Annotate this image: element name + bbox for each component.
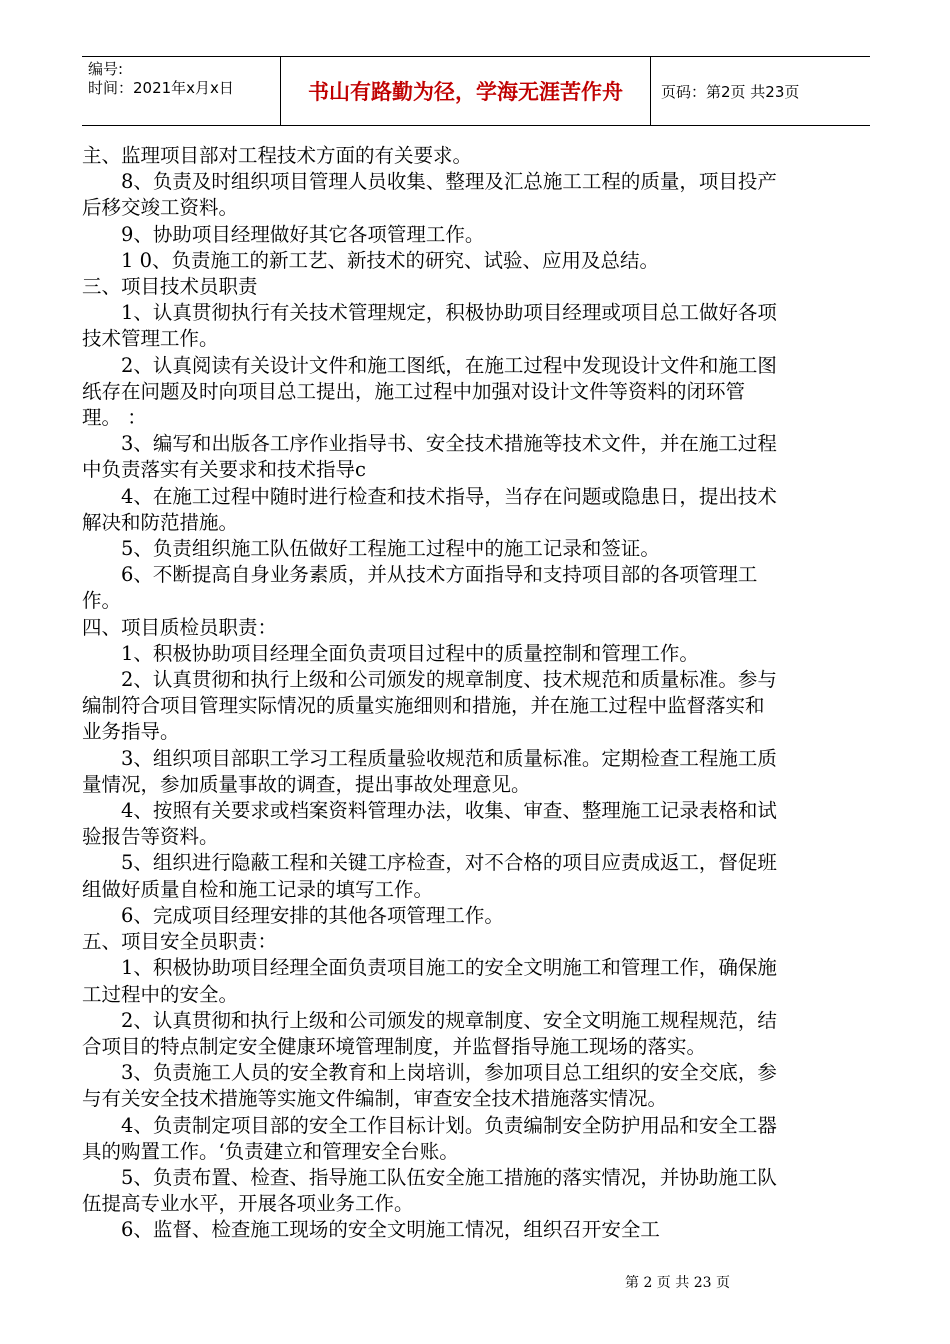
body-paragraph: 3、负责施工人员的安全教育和上岗培训，参加项目总工组织的安全交底，参与有关安全技术措施等实施文件编制，审查安全技术措施落实情况。 — [82, 1061, 777, 1111]
section-heading: 三、项目技术员职责 — [82, 275, 258, 299]
body-paragraph: 1、积极协助项目经理全面负责项目过程中的质量控制和管理工作。 — [121, 641, 699, 665]
header-page-info: 页码：第2页 共23页 — [650, 57, 870, 125]
section-heading: 五、项目安全员职责： — [82, 930, 278, 954]
section-heading: 四、项目质检员职责： — [82, 615, 278, 639]
body-paragraph: 6、完成项目经理安排的其他各项管理工作。 — [121, 903, 504, 927]
body-paragraph: 1、认真贯彻执行有关技术管理规定，积极协助项目经理或项目总工做好各项技术管理工作。 — [82, 301, 777, 351]
section-heading: 主、监理项目部对工程技术方面的有关要求。 — [82, 144, 473, 167]
header-meta-cell — [82, 57, 280, 125]
header-motto: 书山有路勤为径，学海无涯苦作舟 — [280, 57, 650, 125]
body-paragraph: 3、组织项目部职工学习工程质量验收规范和质量标准。定期检查工程施工质量情况，参加质量事故的调查，提出事故处理意见。 — [82, 746, 777, 796]
body-paragraph: 5、负责布置、检查、指导施工队伍安全施工措施的落实情况，并协助施工队伍提高专业水平，开展各项业务工作。 — [82, 1165, 777, 1216]
body-paragraph: 1 0、负责施工的新工艺、新技术的研究、试验、应用及总结。 — [121, 248, 660, 272]
body-paragraph: 4、在施工过程中随时进行检查和技术指导，当存在问题或隐患日，提出技术解决和防范措施。 — [82, 484, 777, 534]
body-paragraph: 3、编写和出版各工序作业指导书、安全技术措施等技术文件，并在施工过程中负责落实有关要求和技术指导c — [82, 432, 777, 482]
page-footer: 第 2 页 共 23 页 — [625, 1275, 730, 1291]
body-paragraph: 6、不断提高自身业务素质，并从技术方面指导和支持项目部的各项管理工作。 — [82, 563, 758, 613]
body-paragraph: 6、监督、检查施工现场的安全文明施工情况，组织召开安全工 — [121, 1218, 660, 1242]
body-paragraph: 5、组织进行隐蔽工程和关键工序检查，对不合格的项目应责成返工，督促班组做好质量自检和施工记录的填写工作。 — [82, 851, 777, 901]
body-paragraph: 2、认真贯彻和执行上级和公司颁发的规章制度、技术规范和质量标准。参与编制符合项目管理实际情况的质量实施细则和措施，并在施工过程中监督落实和业务指导。 — [82, 668, 777, 744]
body-paragraph: 2、认真贯彻和执行上级和公司颁发的规章制度、安全文明施工规程规范，结合项目的特点制定安全健康环境管理制度，并监督指导施工现场的落实。 — [82, 1008, 777, 1058]
body-paragraph: 2、认真阅读有关设计文件和施工图纸，在施工过程中发现设计文件和施工图纸存在问题及时向项目总工提出，施工过程中加强对设计文件等资料的闭环管理。 ： — [82, 353, 777, 430]
page-header — [82, 56, 870, 126]
body-paragraph: 9、协助项目经理做好其它各项管理工作。 — [121, 222, 485, 246]
body-paragraph: 1、积极协助项目经理全面负责项目施工的安全文明施工和管理工作，确保施工过程中的安全。 — [82, 956, 777, 1006]
document-body — [82, 143, 782, 1244]
body-paragraph: 4、负责制定项目部的安全工作目标计划。负责编制安全防护用品和安全工器具的购置工作。‘负责建立和管理安全台账。 — [82, 1113, 777, 1163]
body-paragraph: 4、按照有关要求或档案资料管理办法，收集、审查、整理施工记录表格和试验报告等资料。 — [82, 799, 777, 849]
document-number-label: 编号: — [88, 60, 124, 78]
body-paragraph: 8、负责及时组织项目管理人员收集、整理及汇总施工工程的质量，项目投产后移交竣工资料。 — [82, 170, 777, 220]
document-time-label: 时间：2021年x月x日 — [88, 79, 234, 97]
body-paragraph: 5、负责组织施工队伍做好工程施工过程中的施工记录和签证。 — [121, 537, 660, 561]
